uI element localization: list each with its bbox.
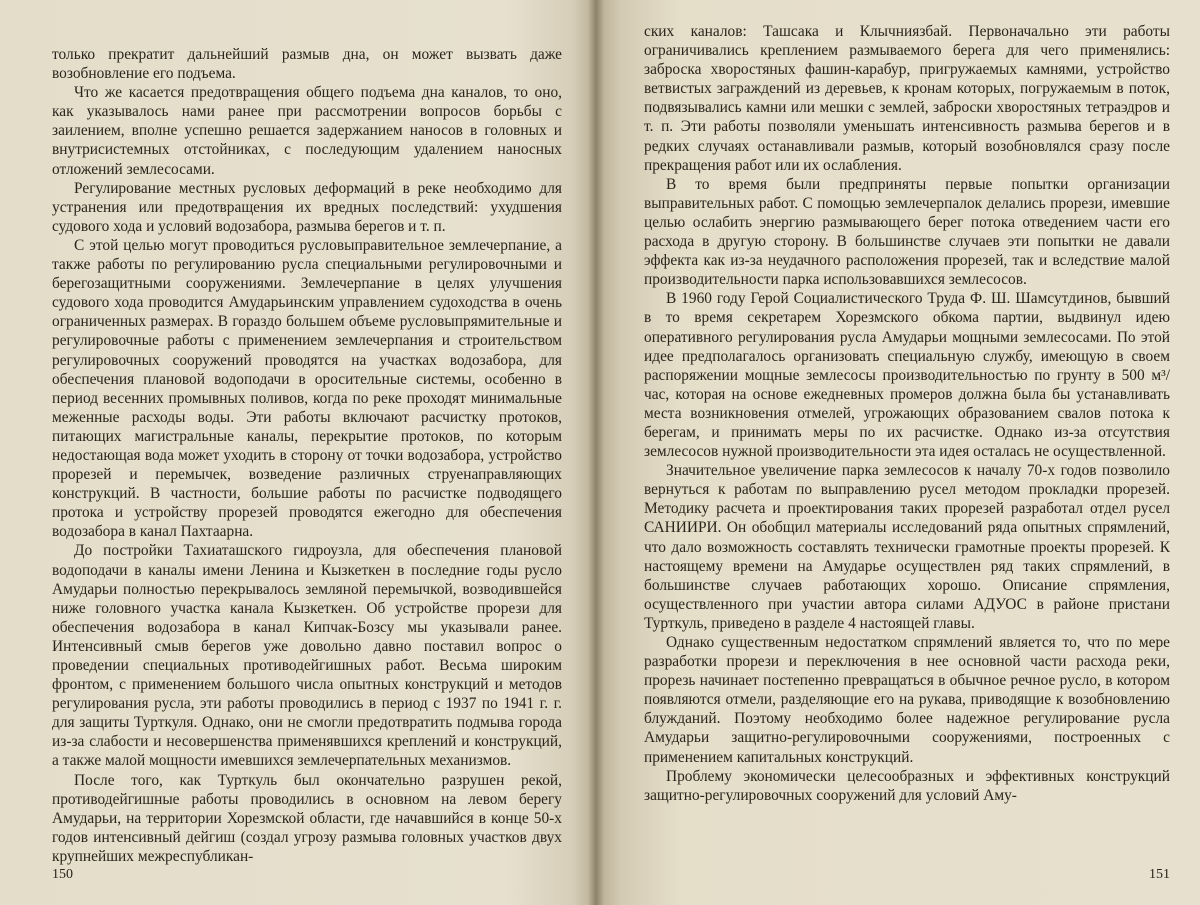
right-paragraph-2: В то время были предприняты первые попытки организации выправительных работ. С помощью землечерпалок делались прорези, имевшие целью ослабить энергию размывающего берег потока отведением части его расхода в другую сторону. В большинстве случаев эти попытки не давали эффекта как из-за неудачного расположения прорезей, так и вследствие малой производительности парка использовавшихся землесосов. <box>644 175 1170 289</box>
left-paragraph-1: только прекратит дальнейший размыв дна, он может вызвать даже возобновление его подъема. <box>52 46 562 83</box>
left-paragraph-3: Регулирование местных русловых деформаций в реке необходимо для устранения или предотвращения их вредных последствий: ухудшения судового хода и условий водозабора, размыва берегов и т. п. <box>52 179 562 235</box>
right-page <box>596 0 1200 905</box>
left-paragraph-2: Что же касается предотвращения общего подъема дна каналов, то оно, как указывалось нами ранее при рассмотрении вопросов борьбы с заилением, вполне успешно решается задержанием наносов в головных и внутрисистемных отстойниках, с последующим удалением наносных отложений землесосами. <box>52 84 562 178</box>
left-page-number: 150 <box>52 867 73 882</box>
right-paragraph-1: ских каналов: Ташсака и Клычниязбай. Первоначально эти работы ограничивались креплением размываемого берега для чего применялись: заброска хворостяных фашин-карабур, пригружаемых камнями, устройство ветвистых заграждений из деревьев, к кронам которых, погружаемым в поток, подвязывались камни или мешки с землей, заброски хворостяных тетраэдров и т. п. Эти работы позволяли уменьшать интенсивность размыва берегов и в редких случаях останавливали размыв, который возобновлялся сразу после прекращения работ или их ослабления. <box>644 23 1170 174</box>
left-paragraph-4: С этой целью могут проводиться русловыправительное землечерпание, а также работы по регулированию русла специальными регулировочными и берегозащитными сооружениями. Землечерпание в целях улучшения судового хода проводится Амударьинским управлением судоходства в очень ограниченных размерах. В гораздо большем объеме русловыпрямительные и регулировочные работы с применением землечерпания и строительством регулировочных сооружений проводятся на участках водозабора, для обеспечения плановой водоподачи в оросительные системы, особенно в период весенних промывных поливов, когда по реке проходят минимальные меженные расходы воды. Эти работы включают расчистку протоков, питающих магистральные каналы, перекрытие протоков, по которым недостающая вода может уходить в сторону от точки водозабора, устройство прорезей и перемычек, возведение различных струенаправляющих конструкций. В частности, большие работы по расчистке подводящего протока и устройству прорезей проводятся ежегодно для обеспечения водозабора в канал Пахтаарна. <box>52 236 562 541</box>
left-page <box>0 0 596 905</box>
right-paragraph-5: Однако существенным недостатком спрямлений является то, что по мере разработки прорези и переключения в нее основной части расхода реки, прорезь начинает постепенно превращаться в обычное речное русло, в котором появляются отмели, разделяющие его на рукава, приводящие к возобновлению блужданий. Поэтому необходимо более надежное регулирование русла Амударьи защитно-регулировочными сооружениями, построенных с применением капитальных конструкций. <box>644 634 1170 766</box>
right-paragraph-6: Проблему экономически целесообразных и эффективных конструкций защитно-регулировочных сооружений для условий Аму- <box>644 767 1170 804</box>
right-page-text <box>644 22 1170 805</box>
right-paragraph-4: Значительное увеличение парка землесосов к началу 70-х годов позволило вернуться к работам по выправлению русел методом прокладки прорезей. Методику расчета и проектирования таких прорезей разработал отдел русел САНИИРИ. Он обобщил материалы исследований ряда опытных спрямлений, что дало возможность составлять технически грамотные проекты прорезей. К настоящему времени на Амударье осуществлен ряд таких спрямлений, в большинстве случаев работающих хорошо. Описание спрямления, осуществленного при участии автора силами АДУОС в районе пристани Турткуль, приведено в разделе 4 настоящей главы. <box>644 462 1170 632</box>
left-paragraph-5: До постройки Тахиаташского гидроузла, для обеспечения плановой водоподачи в каналы имени Ленина и Кызкеткен в последние годы русло Амударьи полностью перекрывалось земляной перемычкой, возводившейся ниже головного участка канала Кызкеткен. Об устройстве прорези для обеспечения водозабора в канал Кипчак-Бозсу мы указывали ранее. Интенсивный смыв берегов уже довольно давно поставил вопрос о проведении специальных противодейгишных работ. Весьма широким фронтом, с применением большого числа опытных конструкций и методов регулирования русла, эти работы проводились в период с 1937 по 1941 г. г. для защиты Турткуля. Однако, они не смогли предотвратить подмыва города из-за слабости и несовершенства применявшихся креплений и конструкций, а также малой мощности имевшихся землечерпательных механизмов. <box>52 542 562 770</box>
left-page-text <box>52 45 562 866</box>
book-gutter <box>588 0 604 905</box>
right-paragraph-3: В 1960 году Герой Социалистического Труда Ф. Ш. Шамсутдинов, бывший в то время секретарем Хорезмского обкома партии, выдвинул идею оперативного регулирования русла Амударьи мощными землесосами. По этой идее предполагалось организовать специальную службу, имеющую в своем распоряжении мощные землесосы производительностью по грунту в 500 м³/час, которая на основе ежедневных промеров должна была бы устанавливать места возникновения отмелей, угрожающих образованием свалов потока к берегам, и принимать меры по их расчистке. Однако из-за отсутствия землесосов нужной производительности эта идея осталась не осуществленной. <box>644 290 1170 461</box>
left-paragraph-6: После того, как Турткуль был окончательно разрушен рекой, противодейгишные работы проводились в основном на левом берегу Амударьи, на территории Хорезмской области, где начавшийся в конце 50-х годов интенсивный дейгиш (создал угрозу размыва головных участков двух крупнейших межреспубликан- <box>52 771 562 865</box>
right-page-number: 151 <box>1149 867 1170 882</box>
